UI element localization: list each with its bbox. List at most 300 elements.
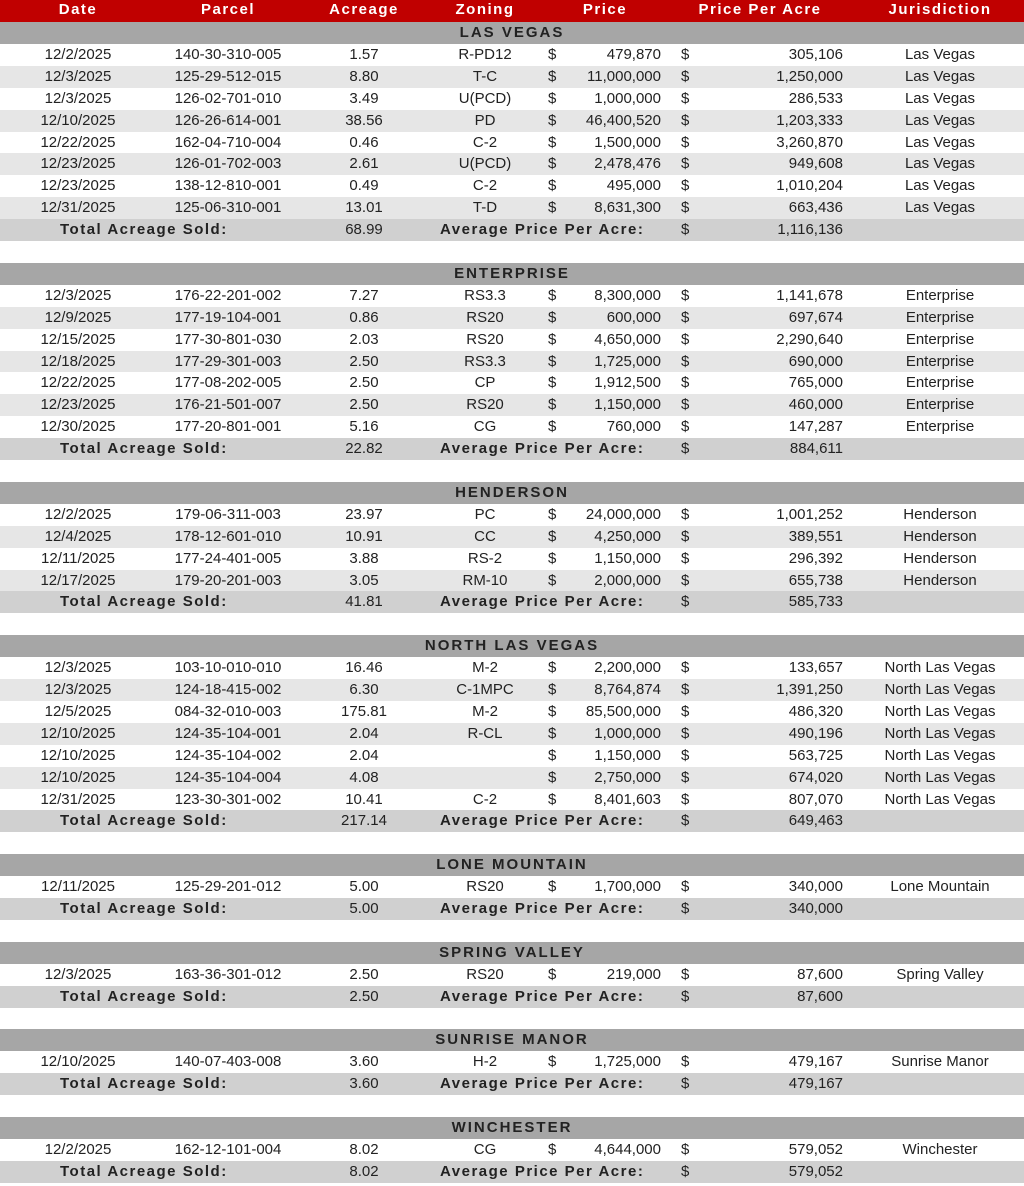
cell-ppa: 1,141,678 [776, 286, 843, 304]
cell-zoning: C-2 [472, 177, 498, 195]
currency-symbol: $ [681, 111, 690, 129]
currency-symbol: $ [681, 790, 690, 808]
cell-price: 1,912,500 [594, 374, 661, 392]
cell-ppa: 1,250,000 [776, 67, 843, 85]
table-row [0, 767, 1024, 789]
cell-price: 1,150,000 [594, 549, 661, 567]
cell-date: 12/11/2025 [41, 878, 115, 896]
currency-symbol: $ [681, 133, 690, 151]
average-price-per-acre-label: Average Price Per Acre: [440, 812, 645, 830]
cell-parcel: 162-04-710-004 [174, 133, 282, 151]
cell-parcel: 140-30-310-005 [174, 45, 282, 63]
section-total-row [0, 898, 1024, 920]
cell-zoning: PD [474, 111, 496, 129]
total-acreage-label: Total Acreage Sold: [60, 221, 228, 239]
cell-date: 12/31/2025 [40, 199, 116, 217]
cell-price: 495,000 [606, 177, 661, 195]
total-acreage-value: 41.81 [345, 593, 383, 611]
cell-jurisdiction: Las Vegas [904, 67, 976, 85]
total-acreage-value: 3.60 [349, 1075, 379, 1093]
average-price-per-acre-label: Average Price Per Acre: [440, 1162, 645, 1180]
average-price-per-acre-label: Average Price Per Acre: [440, 987, 645, 1005]
cell-acreage: 6.30 [349, 681, 379, 698]
cell-price: 1,725,000 [594, 352, 661, 370]
section-total-row [0, 438, 1024, 460]
table-row [0, 701, 1024, 723]
currency-symbol: $ [548, 768, 557, 786]
cell-ppa: 1,391,250 [776, 681, 843, 698]
currency-symbol: $ [548, 746, 557, 764]
cell-zoning: H-2 [472, 1053, 498, 1071]
cell-parcel: 178-12-601-010 [174, 527, 282, 545]
currency-symbol: $ [548, 133, 557, 151]
currency-symbol: $ [681, 418, 690, 436]
section-title: SPRING VALLEY [439, 943, 585, 961]
cell-jurisdiction: North Las Vegas [884, 724, 996, 742]
currency-symbol: $ [548, 1140, 557, 1158]
cell-ppa: 765,000 [788, 374, 843, 392]
cell-ppa: 697,674 [788, 308, 843, 326]
cell-ppa: 674,020 [788, 768, 843, 786]
cell-ppa: 389,551 [788, 527, 843, 545]
section-spacer [0, 1008, 1024, 1030]
cell-jurisdiction: Las Vegas [904, 155, 976, 173]
currency-symbol: $ [681, 702, 690, 720]
section-header [0, 263, 1024, 285]
cell-date: 12/23/2025 [40, 155, 116, 173]
cell-price: 46,400,520 [585, 111, 661, 129]
cell-price: 8,401,603 [594, 790, 661, 808]
cell-parcel: 126-01-702-003 [174, 155, 282, 173]
cell-acreage: 2.04 [349, 724, 379, 742]
cell-zoning: RS3.3 [464, 286, 506, 304]
cell-parcel: 177-20-801-001 [174, 418, 282, 436]
cell-parcel: 179-06-311-003 [175, 505, 281, 523]
table-row [0, 679, 1024, 701]
table-row [0, 329, 1024, 351]
cell-zoning: T-C [472, 67, 498, 85]
cell-parcel: 176-22-201-002 [174, 286, 282, 304]
currency-symbol: $ [681, 987, 690, 1005]
column-header-parcel: Parcel [200, 1, 256, 18]
currency-symbol: $ [681, 659, 690, 677]
table-row [0, 657, 1024, 679]
cell-date: 12/3/2025 [44, 965, 112, 983]
section-spacer [0, 460, 1024, 482]
currency-symbol: $ [681, 374, 690, 392]
cell-ppa: 147,287 [788, 418, 843, 436]
table-row [0, 876, 1024, 898]
cell-acreage: 3.60 [349, 1053, 379, 1071]
cell-date: 12/10/2025 [40, 1053, 116, 1071]
average-price-per-acre-label: Average Price Per Acre: [440, 1075, 645, 1093]
cell-acreage: 2.03 [349, 330, 379, 348]
cell-price: 8,300,000 [594, 286, 661, 304]
cell-ppa: 690,000 [788, 352, 843, 370]
total-acreage-value: 22.82 [345, 440, 383, 458]
table-row [0, 153, 1024, 175]
currency-symbol: $ [681, 571, 690, 589]
currency-symbol: $ [548, 724, 557, 742]
currency-symbol: $ [681, 199, 690, 217]
total-acreage-label: Total Acreage Sold: [60, 440, 228, 458]
currency-symbol: $ [681, 965, 690, 983]
cell-parcel: 125-29-512-015 [174, 67, 282, 85]
currency-symbol: $ [681, 221, 690, 239]
currency-symbol: $ [681, 768, 690, 786]
average-price-per-acre-value: 87,600 [797, 987, 843, 1005]
currency-symbol: $ [681, 724, 690, 742]
cell-jurisdiction: Sunrise Manor [891, 1053, 989, 1071]
cell-acreage: 16.46 [345, 659, 383, 677]
currency-symbol: $ [548, 177, 557, 195]
cell-date: 12/2/2025 [44, 1140, 112, 1158]
cell-parcel: 177-29-301-003 [174, 352, 282, 370]
currency-symbol: $ [548, 965, 557, 983]
cell-ppa: 87,600 [797, 965, 843, 983]
currency-symbol: $ [681, 308, 690, 326]
table-row [0, 175, 1024, 197]
cell-zoning: R-CL [467, 724, 503, 742]
cell-parcel: 176-21-501-007 [174, 396, 282, 414]
currency-symbol: $ [548, 702, 557, 720]
currency-symbol: $ [548, 374, 557, 392]
currency-symbol: $ [548, 67, 557, 85]
cell-jurisdiction: Enterprise [905, 286, 975, 304]
cell-price: 2,478,476 [594, 155, 661, 173]
cell-price: 479,870 [606, 45, 661, 63]
section-header [0, 482, 1024, 504]
total-acreage-value: 8.02 [349, 1162, 379, 1180]
currency-symbol: $ [681, 1140, 690, 1158]
cell-parcel: 124-35-104-002 [174, 746, 282, 764]
currency-symbol: $ [681, 396, 690, 414]
cell-acreage: 5.00 [349, 878, 379, 896]
cell-jurisdiction: North Las Vegas [884, 790, 996, 808]
cell-jurisdiction: Las Vegas [904, 199, 976, 217]
section-header [0, 1117, 1024, 1139]
cell-acreage: 2.04 [349, 746, 379, 764]
section-total-row [0, 1161, 1024, 1183]
cell-ppa: 1,001,252 [776, 505, 843, 523]
currency-symbol: $ [681, 286, 690, 304]
cell-date: 12/23/2025 [40, 396, 116, 414]
section-spacer [0, 832, 1024, 854]
currency-symbol: $ [681, 593, 690, 611]
cell-date: 12/17/2025 [40, 571, 116, 589]
table-row [0, 548, 1024, 570]
cell-parcel: 125-06-310-001 [174, 199, 282, 217]
total-acreage-value: 68.99 [345, 221, 383, 239]
cell-acreage: 23.97 [345, 505, 383, 523]
section-total-row [0, 1073, 1024, 1095]
cell-acreage: 3.05 [349, 571, 379, 589]
cell-zoning: RS20 [466, 965, 504, 983]
cell-jurisdiction: Las Vegas [904, 111, 976, 129]
section-header [0, 22, 1024, 44]
cell-acreage: 10.41 [345, 790, 383, 808]
average-price-per-acre-value: 340,000 [788, 900, 843, 917]
table-row [0, 1139, 1024, 1161]
cell-acreage: 2.50 [349, 396, 379, 414]
total-acreage-label: Total Acreage Sold: [60, 987, 228, 1005]
cell-acreage: 38.56 [345, 111, 383, 129]
cell-date: 12/2/2025 [44, 45, 112, 63]
currency-symbol: $ [548, 549, 557, 567]
average-price-per-acre-label: Average Price Per Acre: [440, 221, 645, 239]
section-header [0, 854, 1024, 876]
cell-ppa: 1,010,204 [776, 177, 843, 195]
section-title: SUNRISE MANOR [435, 1031, 589, 1049]
average-price-per-acre-label: Average Price Per Acre: [440, 440, 645, 458]
currency-symbol: $ [681, 352, 690, 370]
cell-zoning: RS-2 [467, 549, 503, 567]
cell-jurisdiction: Las Vegas [904, 177, 976, 195]
cell-zoning [430, 745, 540, 767]
cell-acreage: 8.80 [349, 67, 379, 85]
currency-symbol: $ [548, 505, 557, 523]
cell-ppa: 807,070 [788, 790, 843, 808]
currency-symbol: $ [681, 549, 690, 567]
total-acreage-value: 2.50 [349, 987, 379, 1005]
cell-parcel: 084-32-010-003 [174, 702, 282, 720]
cell-acreage: 175.81 [341, 702, 387, 720]
column-header-date: Date [58, 1, 98, 18]
section-header [0, 1029, 1024, 1051]
section-spacer [0, 920, 1024, 942]
cell-date: 12/11/2025 [41, 549, 115, 567]
currency-symbol: $ [681, 1053, 690, 1071]
average-price-per-acre-label: Average Price Per Acre: [440, 900, 645, 917]
average-price-per-acre-value: 649,463 [788, 812, 843, 830]
cell-price: 1,150,000 [594, 746, 661, 764]
cell-acreage: 3.49 [349, 89, 379, 107]
cell-zoning: RS20 [466, 308, 504, 326]
table-row [0, 110, 1024, 132]
cell-ppa: 133,657 [788, 659, 843, 677]
currency-symbol: $ [681, 681, 690, 698]
cell-jurisdiction: North Las Vegas [884, 702, 996, 720]
cell-jurisdiction: Henderson [903, 571, 977, 589]
cell-price: 85,500,000 [585, 702, 661, 720]
table-row [0, 372, 1024, 394]
cell-date: 12/4/2025 [44, 527, 112, 545]
table-row [0, 789, 1024, 811]
cell-acreage: 3.88 [349, 549, 379, 567]
cell-jurisdiction: Henderson [903, 505, 977, 523]
cell-ppa: 3,260,870 [776, 133, 843, 151]
cell-zoning: RS20 [466, 878, 504, 896]
section-title: LONE MOUNTAIN [436, 856, 588, 874]
cell-date: 12/18/2025 [40, 352, 116, 370]
cell-date: 12/9/2025 [44, 308, 112, 326]
cell-jurisdiction: Winchester [902, 1140, 978, 1158]
cell-jurisdiction: Enterprise [905, 352, 975, 370]
total-acreage-value: 217.14 [341, 812, 387, 830]
cell-acreage: 0.86 [349, 308, 379, 326]
currency-symbol: $ [681, 878, 690, 896]
total-acreage-value: 5.00 [349, 900, 379, 917]
cell-jurisdiction: Enterprise [905, 396, 975, 414]
cell-date: 12/2/2025 [44, 505, 112, 523]
cell-ppa: 490,196 [788, 724, 843, 742]
cell-date: 12/23/2025 [40, 177, 116, 195]
section-title: HENDERSON [455, 483, 569, 501]
cell-ppa: 340,000 [788, 878, 843, 896]
cell-parcel: 103-10-010-010 [174, 659, 282, 677]
currency-symbol: $ [681, 900, 690, 917]
cell-price: 600,000 [606, 308, 661, 326]
cell-date: 12/10/2025 [40, 746, 116, 764]
currency-symbol: $ [548, 527, 557, 545]
cell-ppa: 286,533 [788, 89, 843, 107]
cell-jurisdiction: Enterprise [905, 330, 975, 348]
cell-price: 4,250,000 [594, 527, 661, 545]
currency-symbol: $ [681, 1162, 690, 1180]
section-title: LAS VEGAS [459, 24, 565, 41]
cell-price: 24,000,000 [585, 505, 661, 523]
section-total-row [0, 219, 1024, 241]
cell-acreage: 4.08 [349, 768, 379, 786]
currency-symbol: $ [548, 286, 557, 304]
cell-date: 12/3/2025 [44, 89, 112, 107]
cell-parcel: 179-20-201-003 [174, 571, 282, 589]
cell-zoning: C-2 [472, 133, 498, 151]
cell-ppa: 296,392 [788, 549, 843, 567]
table-row [0, 394, 1024, 416]
currency-symbol: $ [681, 505, 690, 523]
section-total-row [0, 591, 1024, 613]
table-row [0, 44, 1024, 66]
table-row [0, 570, 1024, 592]
section-spacer [0, 241, 1024, 263]
cell-parcel: 123-30-301-002 [174, 790, 282, 808]
cell-ppa: 1,203,333 [776, 111, 843, 129]
cell-date: 12/10/2025 [40, 768, 116, 786]
cell-price: 1,725,000 [594, 1053, 661, 1071]
table-row [0, 197, 1024, 219]
cell-parcel: 140-07-403-008 [174, 1053, 282, 1071]
average-price-per-acre-value: 585,733 [788, 593, 843, 611]
currency-symbol: $ [681, 45, 690, 63]
cell-price: 2,200,000 [594, 659, 661, 677]
section-title: ENTERPRISE [454, 264, 570, 282]
currency-symbol: $ [548, 571, 557, 589]
cell-zoning: CG [473, 1140, 497, 1158]
table-row [0, 723, 1024, 745]
currency-symbol: $ [681, 440, 690, 458]
cell-ppa: 563,725 [788, 746, 843, 764]
table-row [0, 88, 1024, 110]
section-title: NORTH LAS VEGAS [424, 637, 600, 655]
section-total-row [0, 986, 1024, 1008]
cell-price: 1,150,000 [594, 396, 661, 414]
cell-zoning: RS20 [466, 396, 504, 414]
cell-price: 219,000 [606, 965, 661, 983]
cell-date: 12/3/2025 [44, 681, 112, 698]
cell-parcel: 138-12-810-001 [174, 177, 282, 195]
cell-parcel: 124-35-104-004 [174, 768, 282, 786]
average-price-per-acre-label: Average Price Per Acre: [440, 593, 645, 611]
currency-symbol: $ [681, 155, 690, 173]
cell-jurisdiction: Spring Valley [896, 965, 984, 983]
cell-price: 2,000,000 [594, 571, 661, 589]
table-row [0, 132, 1024, 154]
section-total-row [0, 810, 1024, 832]
cell-price: 4,644,000 [594, 1140, 661, 1158]
cell-jurisdiction: North Las Vegas [884, 768, 996, 786]
section-header [0, 635, 1024, 657]
average-price-per-acre-value: 479,167 [788, 1075, 843, 1093]
currency-symbol: $ [681, 67, 690, 85]
cell-acreage: 2.50 [349, 352, 379, 370]
cell-ppa: 579,052 [788, 1140, 843, 1158]
cell-price: 1,000,000 [594, 724, 661, 742]
cell-price: 760,000 [606, 418, 661, 436]
cell-ppa: 663,436 [788, 199, 843, 217]
cell-date: 12/3/2025 [44, 286, 112, 304]
cell-zoning: CC [474, 527, 496, 545]
currency-symbol: $ [548, 45, 557, 63]
cell-price: 1,700,000 [594, 878, 661, 896]
cell-date: 12/15/2025 [40, 330, 116, 348]
cell-parcel: 126-26-614-001 [174, 111, 282, 129]
cell-zoning: C-1MPC [456, 681, 514, 698]
cell-date: 12/3/2025 [44, 67, 112, 85]
total-acreage-label: Total Acreage Sold: [60, 812, 228, 830]
cell-parcel: 177-30-801-030 [174, 330, 282, 348]
cell-zoning: CP [474, 374, 496, 392]
cell-ppa: 305,106 [788, 45, 843, 63]
cell-jurisdiction: Enterprise [905, 374, 975, 392]
cell-date: 12/10/2025 [40, 111, 116, 129]
cell-zoning: M-2 [472, 659, 498, 677]
cell-zoning: RM-10 [462, 571, 508, 589]
currency-symbol: $ [548, 681, 557, 698]
column-header-jurisdiction: Jurisdiction [888, 1, 992, 18]
cell-zoning: C-2 [472, 790, 498, 808]
cell-acreage: 8.02 [349, 1140, 379, 1158]
cell-ppa: 460,000 [788, 396, 843, 414]
cell-jurisdiction: Henderson [903, 549, 977, 567]
cell-jurisdiction: Henderson [903, 527, 977, 545]
cell-zoning: PC [474, 505, 496, 523]
currency-symbol: $ [681, 812, 690, 830]
cell-parcel: 177-19-104-001 [174, 308, 282, 326]
cell-jurisdiction: North Las Vegas [884, 681, 996, 698]
cell-price: 8,764,874 [594, 681, 661, 698]
currency-symbol: $ [548, 1053, 557, 1071]
section-spacer [0, 1095, 1024, 1117]
column-header-row [0, 0, 1024, 22]
cell-date: 12/31/2025 [40, 790, 116, 808]
cell-zoning [430, 767, 540, 789]
currency-symbol: $ [681, 1075, 690, 1093]
currency-symbol: $ [548, 308, 557, 326]
cell-ppa: 479,167 [788, 1053, 843, 1071]
cell-parcel: 162-12-101-004 [174, 1140, 282, 1158]
total-acreage-label: Total Acreage Sold: [60, 900, 228, 917]
cell-date: 12/22/2025 [40, 374, 116, 392]
cell-date: 12/30/2025 [40, 418, 116, 436]
cell-parcel: 163-36-301-012 [174, 965, 282, 983]
table-row [0, 1051, 1024, 1073]
cell-ppa: 486,320 [788, 702, 843, 720]
cell-acreage: 0.46 [349, 133, 379, 151]
currency-symbol: $ [548, 89, 557, 107]
cell-parcel: 126-02-701-010 [174, 89, 282, 107]
cell-jurisdiction: North Las Vegas [884, 746, 996, 764]
